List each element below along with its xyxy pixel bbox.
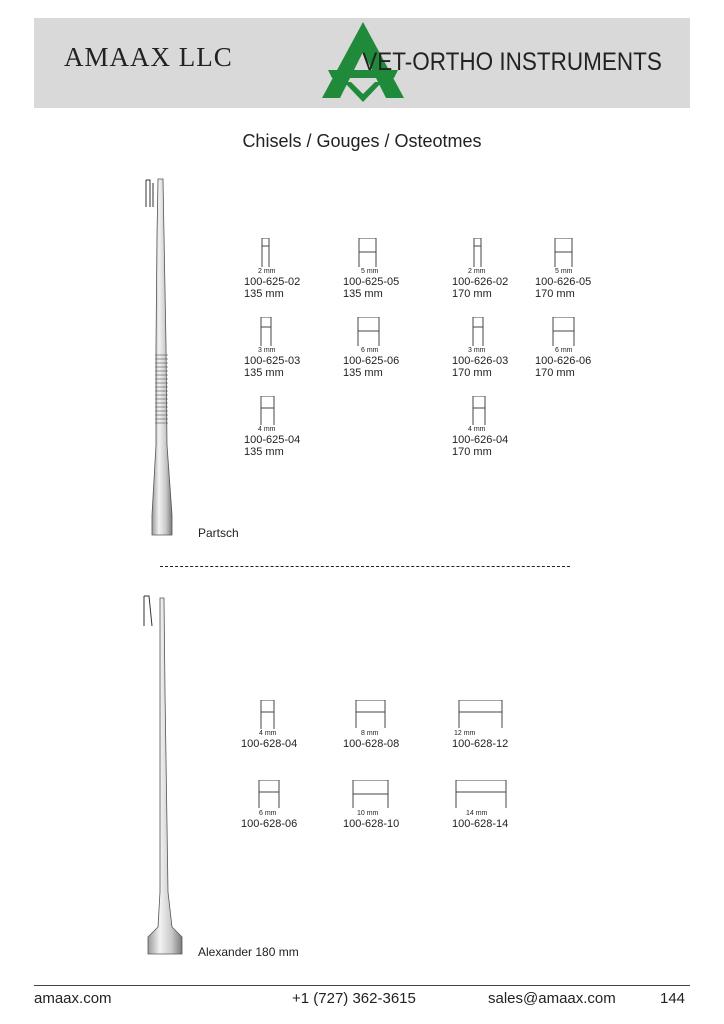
tip-size: 5 mm (361, 268, 379, 275)
chisel-tip-2mm-icon (244, 238, 294, 268)
product-item (452, 238, 542, 300)
tip-size: 4 mm (258, 426, 276, 433)
tip-size: 5 mm (555, 268, 573, 275)
chisel-tip-6mm-icon (241, 780, 301, 810)
product-length: 135 mm (244, 367, 284, 379)
chisel-tip-10mm-icon (343, 780, 403, 810)
product-code: 100-626-03 (452, 355, 509, 367)
product-code: 100-625-06 (343, 355, 400, 367)
product-code: 100-628-12 (452, 738, 509, 750)
product-length: 135 mm (343, 288, 383, 300)
product-code: 100-626-02 (452, 276, 509, 288)
alexander-chisel-illustration (138, 592, 190, 958)
tip-size: 2 mm (258, 268, 276, 275)
footer-rule (34, 985, 690, 986)
partsch-chisel-illustration (136, 175, 186, 540)
product-length: 170 mm (452, 367, 492, 379)
chisel-tip-4mm-icon (244, 396, 294, 426)
page-header (34, 18, 690, 108)
product-code: 100-625-02 (244, 276, 301, 288)
chisel-tip-4mm-icon (452, 396, 502, 426)
product-item (535, 317, 625, 379)
chisel-tip-5mm-icon (343, 238, 393, 268)
product-length: 135 mm (244, 288, 284, 300)
product-item (452, 780, 542, 830)
product-code: 100-628-14 (452, 818, 509, 830)
product-item (343, 317, 433, 379)
tip-size: 4 mm (259, 730, 277, 737)
division-name: VET-ORTHO INSTRUMENTS (362, 48, 662, 76)
page-number: 144 (660, 990, 686, 1007)
footer-website[interactable]: amaax.com (34, 990, 112, 1007)
product-item (343, 780, 433, 830)
product-length: 135 mm (343, 367, 383, 379)
product-item (241, 700, 331, 750)
product-item (452, 317, 542, 379)
product-length: 170 mm (452, 446, 492, 458)
chisel-tip-3mm-icon (244, 317, 294, 347)
product-code: 100-628-06 (241, 818, 298, 830)
product-item (452, 396, 542, 458)
tip-size: 14 mm (466, 810, 488, 817)
chisel-tip-8mm-icon (343, 700, 403, 730)
tip-size: 4 mm (468, 426, 486, 433)
tip-size: 12 mm (454, 730, 476, 737)
footer-phone[interactable]: +1 (727) 362-3615 (292, 990, 416, 1007)
product-item (244, 396, 334, 458)
product-code: 100-626-04 (452, 434, 509, 446)
product-code: 100-625-04 (244, 434, 301, 446)
partsch-label: Partsch (198, 526, 239, 540)
footer-email[interactable]: sales@amaax.com (488, 990, 616, 1007)
chisel-tip-5mm-icon (535, 238, 585, 268)
tip-size: 8 mm (361, 730, 379, 737)
product-code: 100-625-03 (244, 355, 301, 367)
product-length: 170 mm (535, 367, 575, 379)
product-code: 100-628-08 (343, 738, 400, 750)
tip-size: 6 mm (259, 810, 277, 817)
chisel-tip-4mm-icon (241, 700, 301, 730)
product-item (244, 238, 334, 300)
tip-size: 6 mm (361, 347, 379, 354)
product-item (343, 700, 433, 750)
product-length: 135 mm (244, 446, 284, 458)
alexander-label: Alexander 180 mm (198, 945, 299, 959)
product-item (452, 700, 542, 750)
product-code: 100-626-06 (535, 355, 592, 367)
tip-size: 3 mm (468, 347, 486, 354)
product-code: 100-625-05 (343, 276, 400, 288)
tip-size: 6 mm (555, 347, 573, 354)
product-item (244, 317, 334, 379)
chisel-tip-14mm-icon (452, 780, 512, 810)
section-divider (160, 566, 570, 567)
product-length: 170 mm (535, 288, 575, 300)
company-name: AMAAX LLC (64, 42, 233, 72)
chisel-tip-6mm-icon (343, 317, 393, 347)
chisel-tip-3mm-icon (452, 317, 502, 347)
product-item (535, 238, 625, 300)
chisel-tip-2mm-icon (452, 238, 502, 268)
product-item (343, 238, 433, 300)
product-code: 100-628-10 (343, 818, 400, 830)
tip-size: 10 mm (357, 810, 379, 817)
tip-size: 3 mm (258, 347, 276, 354)
chisel-tip-6mm-icon (535, 317, 585, 347)
product-code: 100-626-05 (535, 276, 592, 288)
product-code: 100-628-04 (241, 738, 298, 750)
chisel-tip-12mm-icon (452, 700, 512, 730)
product-item (241, 780, 331, 830)
product-length: 170 mm (452, 288, 492, 300)
page-title: Chisels / Gouges / Osteotmes (242, 131, 482, 151)
tip-size: 2 mm (468, 268, 486, 275)
